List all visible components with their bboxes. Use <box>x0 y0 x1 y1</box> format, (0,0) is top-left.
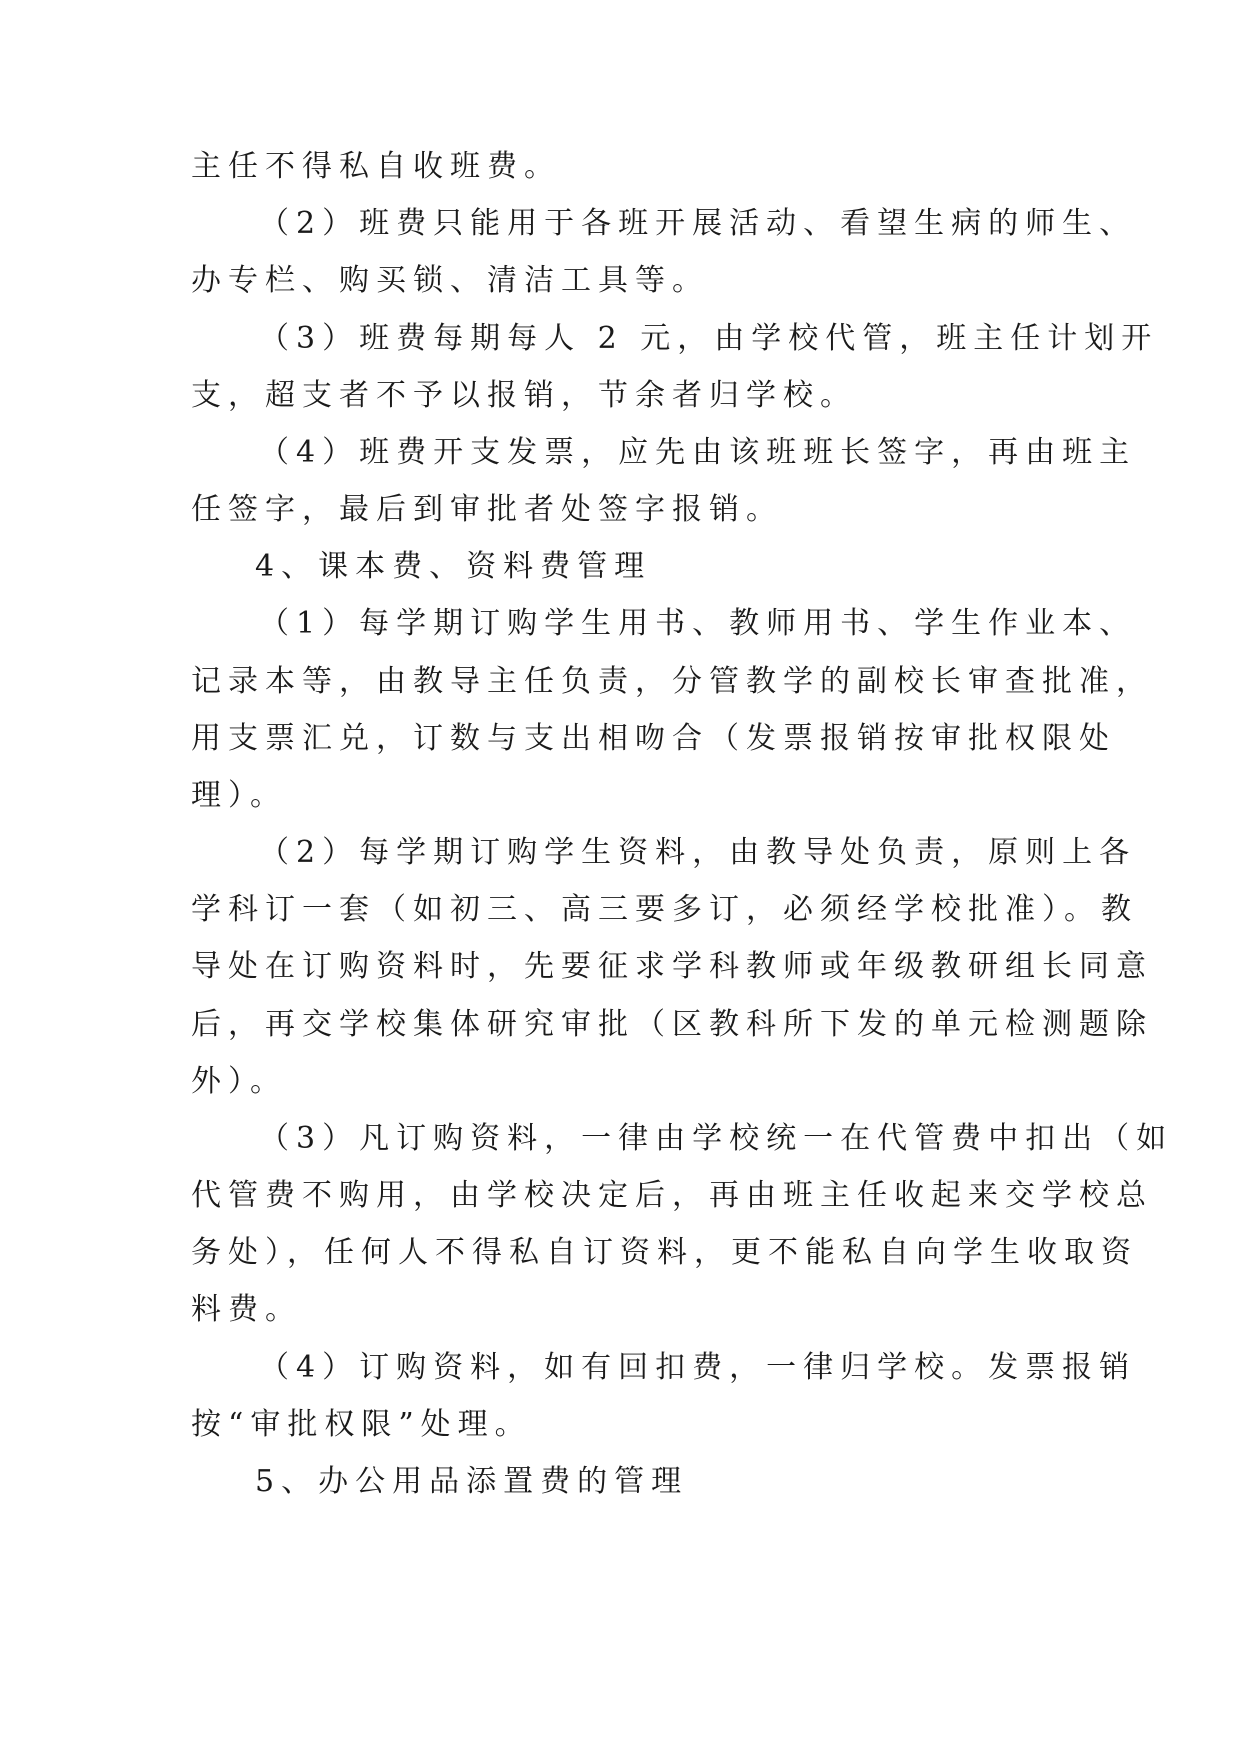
paragraph-item-4: （4）订购资料，如有回扣费，一律归学校。发票报销 <box>259 1350 1137 1385</box>
paragraph-item-1: （1）每学期订购学生用书、教师用书、学生作业本、 <box>259 606 1137 641</box>
text-line: 学科订一套（如初三、高三要多订，必须经学校批准）。教 <box>191 892 1138 927</box>
text-line: 记录本等，由教导主任负责，分管教学的副校长审查批准， <box>191 664 1153 699</box>
text-line: 料费。 <box>191 1292 302 1327</box>
text-line: 务处），任何人不得私自订资料，更不能私自向学生收取资 <box>191 1235 1138 1270</box>
section-heading-5: 5、办公用品添置费的管理 <box>255 1464 689 1499</box>
text-line: 任签字，最后到审批者处签字报销。 <box>191 492 783 527</box>
text-line: 导处在订购资料时，先要征求学科教师或年级教研组长同意 <box>191 949 1153 984</box>
paragraph-item-3: （3）凡订购资料，一律由学校统一在代管费中扣出（如 <box>259 1121 1174 1156</box>
paragraph-item-3: （3）班费每期每人 2 元，由学校代管，班主任计划开 <box>259 321 1159 356</box>
text-line: 后，再交学校集体研究审批（区教科所下发的单元检测题除 <box>191 1007 1153 1042</box>
text-line: 用支票汇兑，订数与支出相吻合（发票报销按审批权限处 <box>191 721 1116 756</box>
text-line: 代管费不购用，由学校决定后，再由班主任收起来交学校总 <box>191 1178 1153 1213</box>
text-line: 办专栏、购买锁、清洁工具等。 <box>191 263 709 298</box>
section-heading-4: 4、课本费、资料费管理 <box>255 549 652 584</box>
paragraph-item-2: （2）班费只能用于各班开展活动、看望生病的师生、 <box>259 206 1137 241</box>
text-line: 理）。 <box>191 778 287 813</box>
paragraph-item-2: （2）每学期订购学生资料，由教导处负责，原则上各 <box>259 835 1137 870</box>
text-line: 主任不得私自收班费。 <box>191 149 561 184</box>
text-line: 外）。 <box>191 1064 287 1099</box>
text-line: 支，超支者不予以报销，节余者归学校。 <box>191 378 857 413</box>
paragraph-item-4: （4）班费开支发票，应先由该班班长签字，再由班主 <box>259 435 1137 470</box>
text-line: 按“审批权限”处理。 <box>191 1407 532 1442</box>
